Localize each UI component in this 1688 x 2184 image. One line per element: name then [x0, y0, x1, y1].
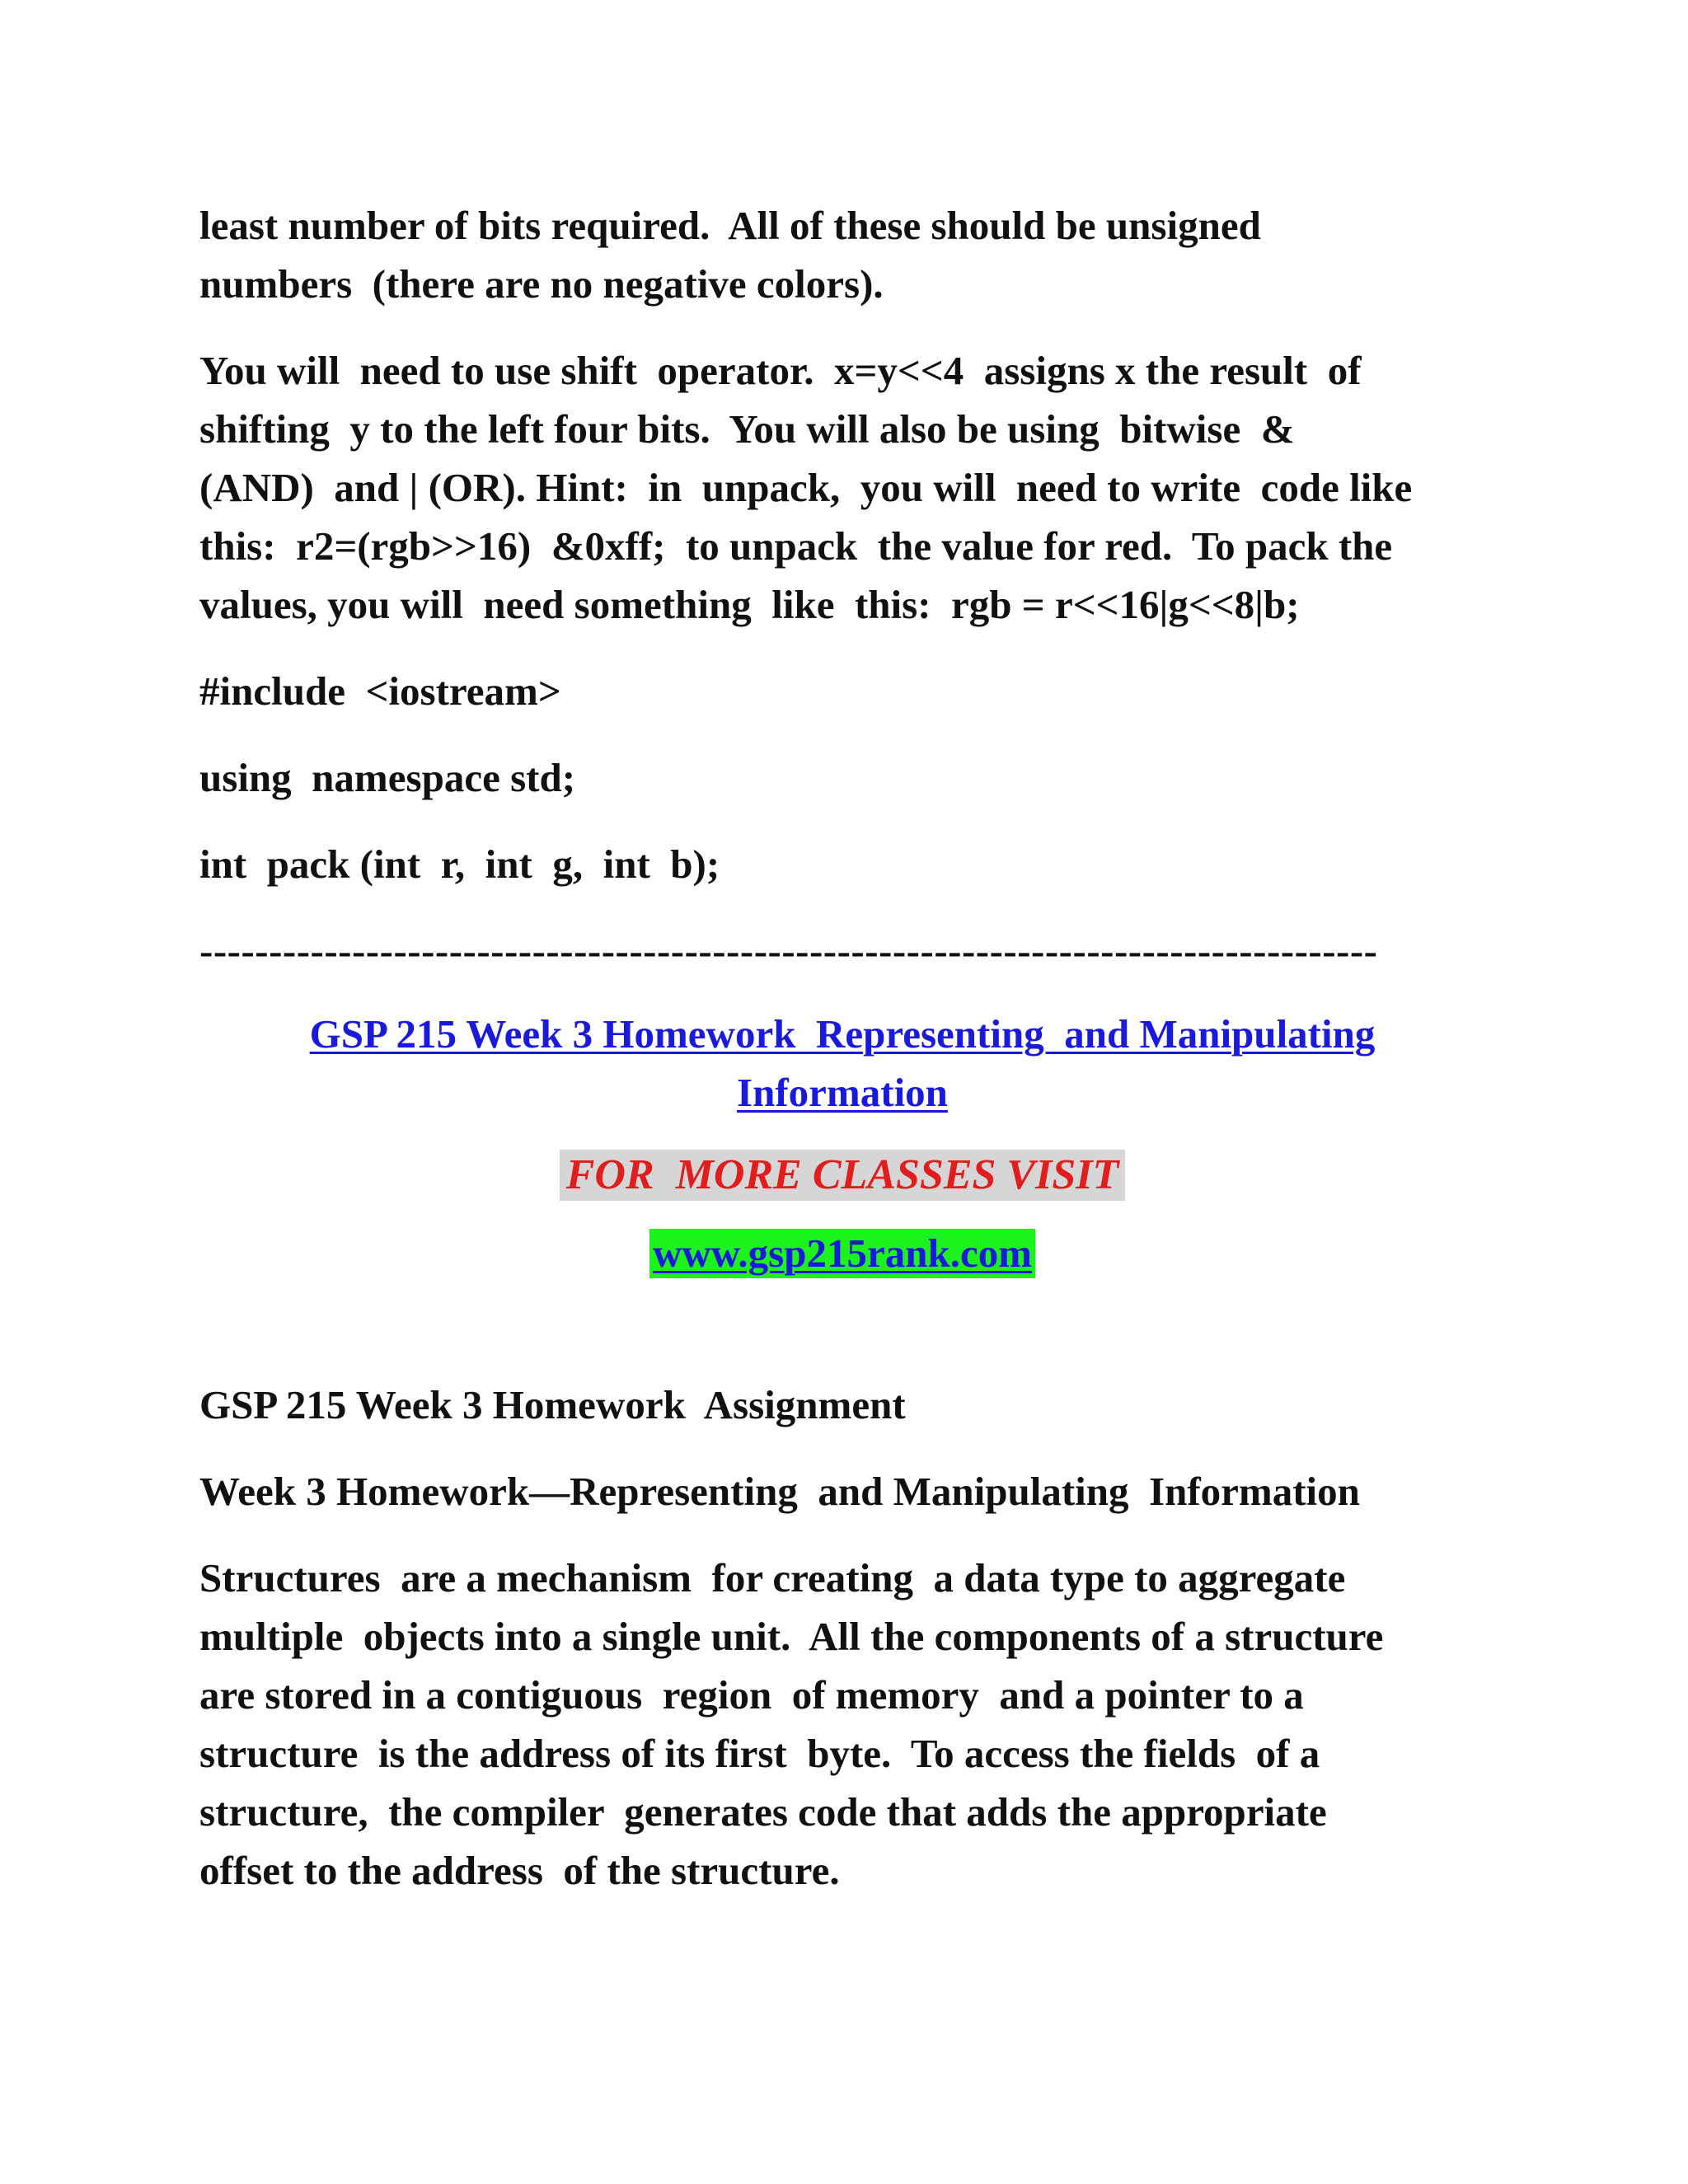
assignment-title: GSP 215 Week 3 Homework Assignment — [199, 1382, 906, 1427]
promo-title-line: Information — [737, 1070, 948, 1115]
visit-banner: FOR MORE CLASSES VISIT — [560, 1150, 1126, 1201]
body-line: structure, the compiler generates code that adds the appropriate — [199, 1789, 1327, 1835]
promo-title-link[interactable] — [310, 1005, 1376, 1122]
code-prototype-line: int pack (int r, int g, int b); — [199, 841, 720, 887]
code-include-line: #include <iostream> — [199, 668, 561, 714]
intro-line: this: r2=(rgb>>16) &0xff; to unpack the value for red. To pack the — [199, 523, 1393, 569]
intro-line: least number of bits required. All of these should be unsigned — [199, 203, 1261, 248]
intro-line: values, you will need something like this: rgb = r<<16|g<<8|b; — [199, 582, 1300, 627]
assignment-body — [199, 1549, 1485, 1900]
promo-block — [199, 1005, 1485, 1278]
visit-banner-row — [199, 1150, 1485, 1201]
site-link-row — [199, 1229, 1485, 1278]
intro-paragraph-1 — [199, 196, 1485, 313]
body-line: Structures are a mechanism for creating a data type to aggregate — [199, 1555, 1346, 1601]
site-link[interactable]: www.gsp215rank.com — [649, 1229, 1035, 1278]
body-line: are stored in a contiguous region of memory and a pointer to a — [199, 1672, 1304, 1718]
body-line: offset to the address of the structure. — [199, 1848, 840, 1893]
assignment-section — [199, 1376, 1485, 1900]
body-line: multiple objects into a single unit. All the components of a structure — [199, 1614, 1384, 1659]
body-line: structure is the address of its first byte. To access the fields of a — [199, 1731, 1320, 1776]
intro-line: numbers (there are no negative colors). — [199, 261, 884, 307]
dashed-divider: ------------------------------------------------------------------------------------- — [199, 928, 1378, 973]
promo-title-line: GSP 215 Week 3 Homework Representing and Manipulating — [309, 1011, 1376, 1057]
intro-line: shifting y to the left four bits. You will also be using bitwise & — [199, 406, 1295, 452]
intro-paragraph-2 — [199, 341, 1485, 634]
intro-line: (AND) and | (OR). Hint: in unpack, you will need to write code like — [199, 465, 1413, 510]
page-content — [199, 196, 1485, 1900]
assignment-subtitle: Week 3 Homework—Representing and Manipulating Information — [199, 1469, 1360, 1514]
intro-line: You will need to use shift operator. x=y<<4 assigns x the result of — [199, 348, 1362, 393]
code-namespace-line: using namespace std; — [199, 755, 576, 800]
promo-title — [199, 1005, 1485, 1122]
